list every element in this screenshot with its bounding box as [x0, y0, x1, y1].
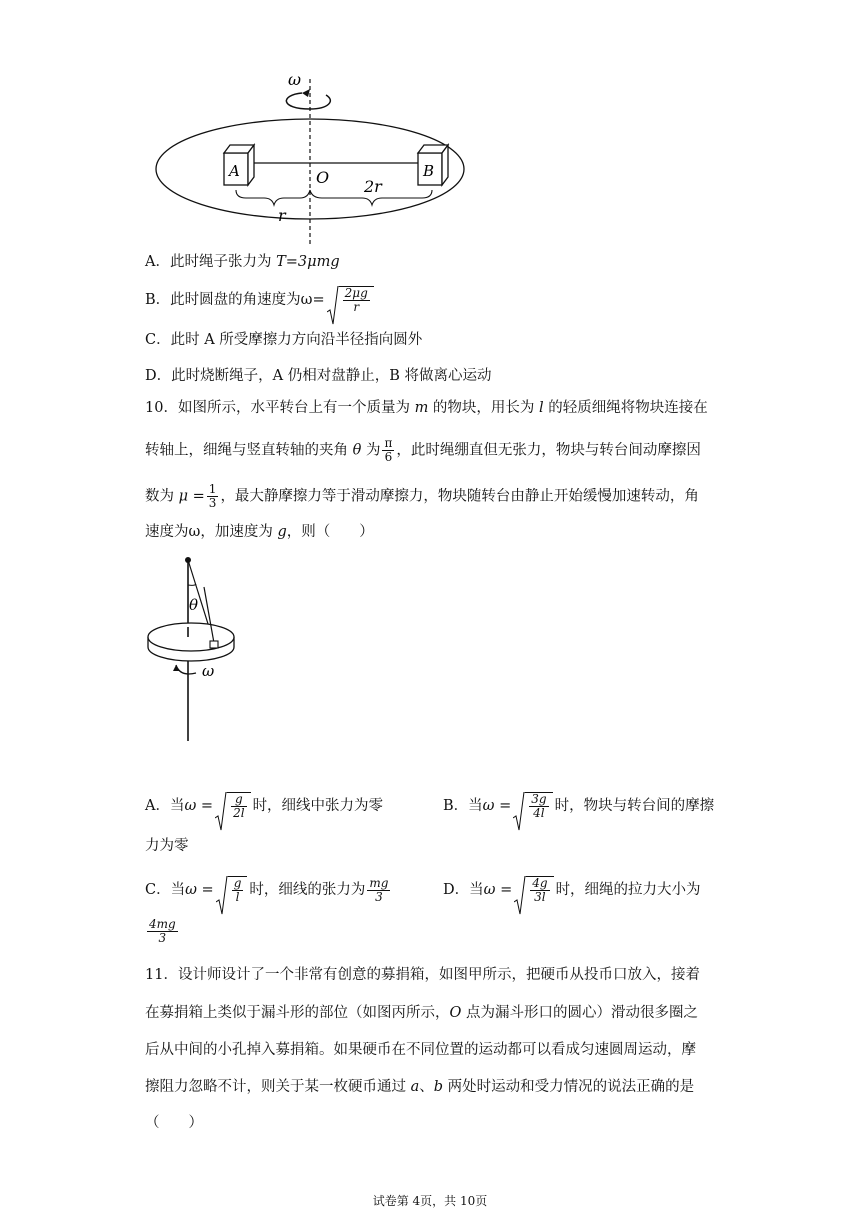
- page-footer: 试卷第 4页，共 10页: [372, 1194, 488, 1208]
- q11-line-3: 后从中间的小孔掉入募捐箱。如果硬币在不同位置的运动都可以看成匀速圆周运动，摩: [145, 1042, 696, 1058]
- q10-line-3: 数为 μ = $\frac{1}{3}$ ，最大静摩擦力等于滑动摩擦力，物块随转台由静止开始缓慢加速转动，角: [145, 482, 699, 510]
- q11-line-5: （ ）: [145, 1115, 203, 1131]
- q10-line-1: 10．如图所示，水平转台上有一个质量为 m 的物块，用长为 l 的轻质细绳将物块连接在: [145, 400, 708, 416]
- q11-line-4: 擦阻力忽略不计，则关于某一枚硬币通过 a、b 两处时运动和受力情况的说法正确的是: [145, 1079, 695, 1095]
- turntable-top: [148, 623, 234, 651]
- block: [210, 641, 218, 648]
- q10-line-4: 速度为ω，加速度为 g，则（ ）: [145, 524, 374, 540]
- q10-line-2: 转轴上，细绳与竖直转轴的夹角 θ 为 $\frac{\pi}{6}$ ，此时绳绷直但无张力，物块与转台间动摩擦因: [145, 436, 701, 464]
- block-b-label: B: [423, 162, 435, 180]
- block-b: [418, 145, 448, 185]
- theta-arc: [188, 584, 196, 585]
- brace-r: [236, 190, 310, 205]
- q11-line-2: 在募捐箱上类似于漏斗形的部位（如图丙所示，O 点为漏斗形口的圆心）滑动很多圈之: [145, 1005, 698, 1021]
- q10-option-d[interactable]: D．当ω = $\frac{4g}{3l}$ 时，细绳的拉力大小为: [443, 876, 701, 904]
- block-a-label: A: [229, 162, 240, 180]
- tension-expr: T=3μmg: [276, 254, 340, 270]
- q9-option-d[interactable]: D．此时烧断绳子，A 仍相对盘静止，B 将做离心运动: [145, 368, 492, 384]
- q10-option-d-cont: $\frac{4mg}{3}$: [149, 917, 176, 945]
- q10-option-a[interactable]: A．当ω = $\frac{g}{2l}$ 时，细线中张力为零: [145, 792, 383, 820]
- disc-figure: [150, 65, 470, 247]
- q11-line-1: 11．设计师设计了一个非常有创意的募捐箱，如图甲所示，把硬币从投币口放入，接着: [145, 967, 700, 983]
- q9-option-a[interactable]: A．此时绳子张力为 T=3μmg: [145, 254, 340, 270]
- q10-option-b-cont: 力为零: [145, 838, 189, 854]
- q9-option-c[interactable]: C．此时 A 所受摩擦力方向沿半径指向圆外: [145, 332, 423, 348]
- fig2-omega-label: ω: [202, 662, 215, 680]
- q10-option-b[interactable]: B．当ω = $\frac{3g}{4l}$ 时，物块与转台间的摩擦: [443, 792, 714, 820]
- q9-option-b[interactable]: B．此时圆盘的角速度为ω= $\frac{2\mu g}{r}$: [145, 286, 376, 314]
- label-2r: 2r: [364, 177, 382, 196]
- block-a: [224, 145, 254, 185]
- center-o-label: O: [316, 168, 330, 187]
- turntable-figure: [140, 555, 250, 750]
- fig2-theta-label: θ: [189, 596, 199, 614]
- label-r: r: [278, 206, 286, 225]
- q10-option-c[interactable]: C．当ω = $\frac{g}{l}$ 时，细线的张力为 $\frac{mg}{3}$: [145, 876, 392, 904]
- sqrt-expr: $\frac{2\mu g}{r}$: [327, 286, 374, 314]
- fig1-omega-label: ω: [288, 70, 302, 89]
